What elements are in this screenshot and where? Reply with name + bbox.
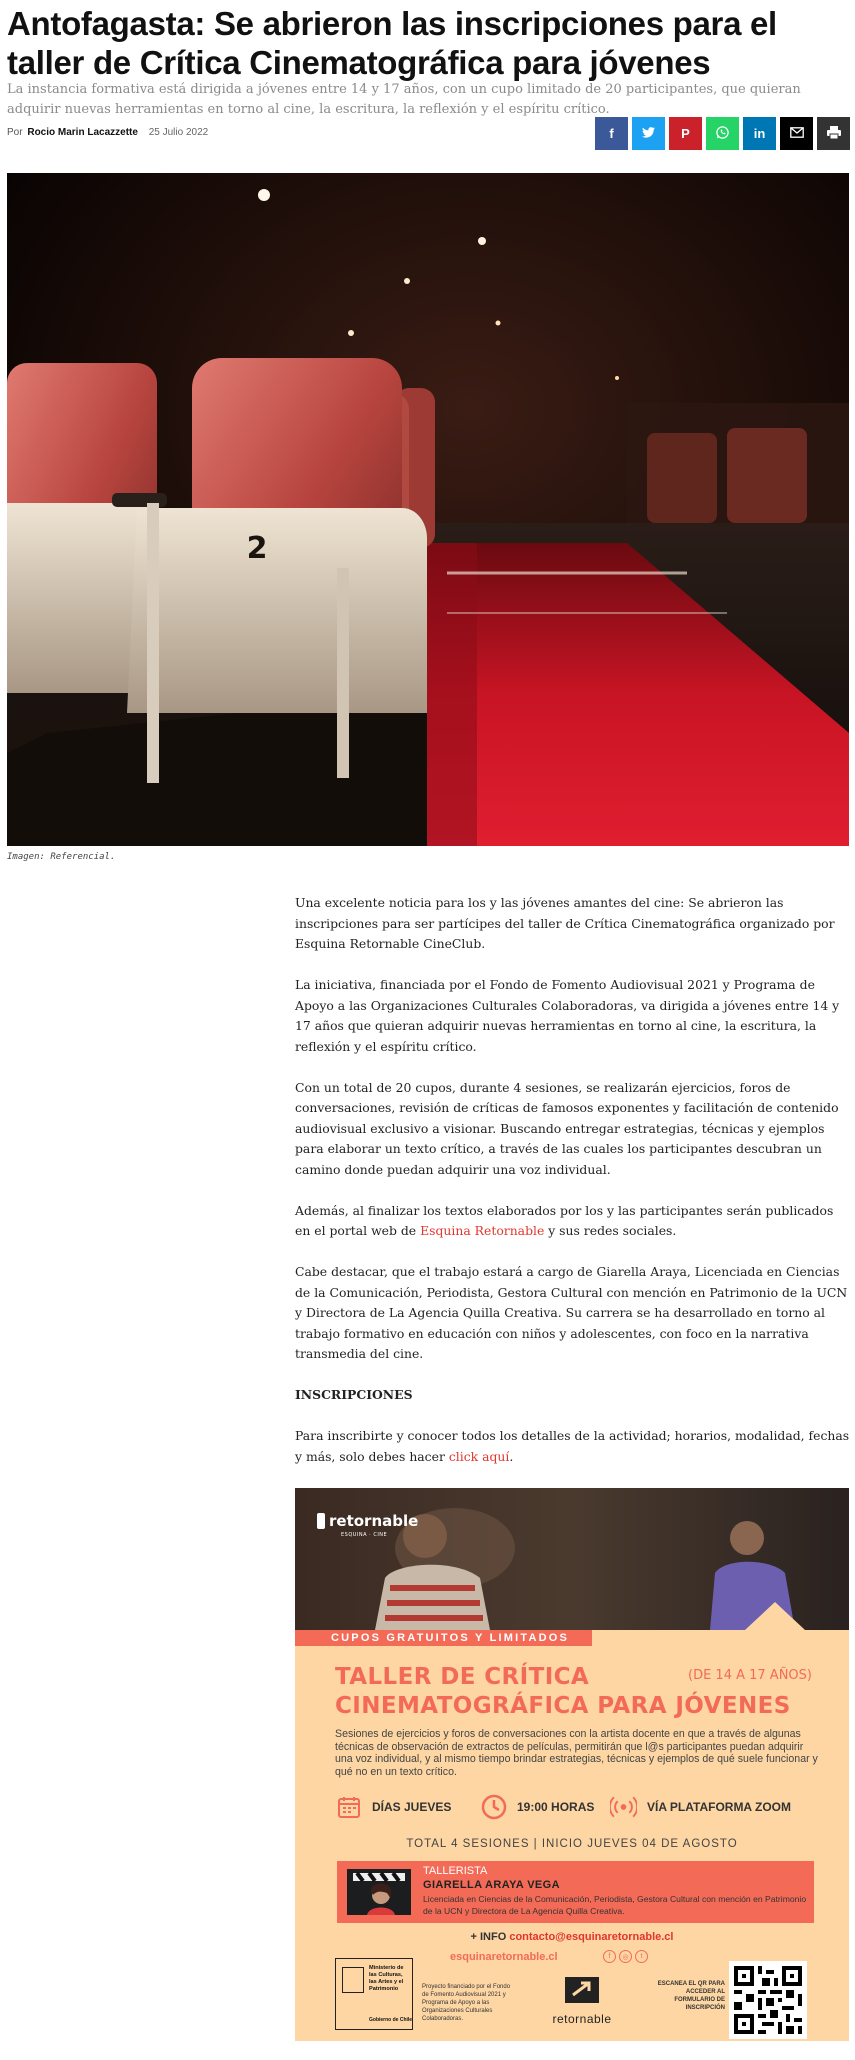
seat-number: 2 [246,531,268,566]
poster-logo: retornable ESQUINA · CINE [317,1512,418,1530]
envelope-icon [790,126,804,141]
paragraph: Para inscribirte y conocer todos los detalles de la actividad; horarios, modalidad, fechas y más, solo debes hacer click aquí. [295,1428,850,1464]
bottle-icon [317,1513,325,1529]
instructor-card [337,1861,814,1923]
retornable-arrow-icon [563,1975,601,2005]
retornable-brand-logo: retornable [537,1975,627,2026]
whatsapp-share-button[interactable] [706,117,739,150]
paragraph: La iniciativa, financiada por el Fondo de Fomento Audiovisual 2021 y Programa de Apoyo a las Organizaciones Culturales Colaboradoras, va dirigida a jóvenes entre 14 y 17 años que quieran adquirir nuevas herramientas en torno al cine, la escritura, la reflexión y el espíritu crítico. [295,977,840,1054]
ministry-logo: Ministerio de las Culturas, las Artes y el Patrimonio Gobierno de Chile [335,1958,413,2030]
facebook-share-button[interactable] [595,117,628,150]
funding-note: Proyecto financiado por el Fondo de Fomento Audiovisual 2021 y Programa de Apoyo a las Organizaciones Culturales Colaboradoras. [422,1984,511,2022]
byline [7,127,208,138]
broadcast-icon [610,1793,637,1820]
instagram-icon: ◎ [619,1950,632,1963]
calendar-icon [335,1793,362,1820]
workshop-poster [295,1488,849,2041]
poster-photo [295,1488,849,1630]
poster-title: TALLER DE CRÍTICA CINEMATOGRÁFICA PARA JÓVENES [335,1664,791,1719]
poster-description: Sesiones de ejercicios y foros de conversaciones con la artista docente en que a través de algunas técnicas de observación de extractos de películas, permitirán que l@s participantes puedan adquirir una voz individual, y al mismo tiempo brindar estrategias, técnicas y ejemplos de qué suele funcionar y qué no en un texto crítico. [335,1728,818,1778]
time-info: 19:00 HORAS [480,1793,594,1820]
poster-socials [603,1950,648,1963]
facebook-icon: f [609,126,614,141]
share-bar [595,117,850,150]
contact-email: contacto@esquinaretornable.cl [509,1931,674,1943]
byline-prefix: Por [7,127,23,138]
printer-icon [827,126,841,142]
registration-qr-code[interactable] [729,1961,807,2039]
paragraph: Una excelente noticia para los y las jóvenes amantes del cine: Se abrieron las inscripciones para ser partícipes del taller de Crítica Cinematográfica organizado por Esquina Retornable CineClub. [295,895,835,951]
paragraph: Además, al finalizar los textos elaborados por los y las participantes serán publicados en el portal web de Esquina Retornable y sus redes sociales. [295,1202,834,1238]
twitter-share-button[interactable] [632,117,665,150]
linkedin-share-button[interactable] [743,117,776,150]
free-spots-banner: CUPOS GRATUITOS Y LIMITADOS [295,1630,592,1646]
paragraph: Cabe destacar, que el trabajo estará a cargo de Giarella Araya, Licenciada en Ciencias de la Comunicación, Periodista, Gestora Cultural con mención en Patrimonio de la UCN y Directora de La Agencia Quilla Creativa. Su carrera se ha desarrollado en torno al trabajo formativo en educación con niños y adolescentes, con foco en la narrativa transmedia del cine. [295,1264,848,1361]
pinterest-icon: P [681,126,690,141]
author-link[interactable]: Rocio Marin Lacazzette [27,127,138,138]
article-body [295,893,850,1488]
publish-date: 25 Julio 2022 [148,127,209,138]
article-subtitle: La instancia formativa está dirigida a jóvenes entre 14 y 17 años, con un cupo limitado de 20 participantes, que quieran adquirir nuevas herramientas en torno al cine, la escritura, la reflexión y el espíritu crítico. [7,82,801,117]
facebook-icon: f [603,1950,616,1963]
sessions-info: TOTAL 4 SESIONES | INICIO JUEVES 04 DE AGOSTO [406,1838,738,1850]
instructor-bio: Licenciada en Ciencias de la Comunicación, Periodista, Gestora Cultural con mención en Patrimonio de la UCN y Directora de La Agencia Quilla Creativa. [423,1894,807,1916]
contact-info: + INFO contacto@esquinaretornable.cl [470,1931,674,1943]
print-button[interactable] [817,117,850,150]
qr-instructions: ESCANEA EL QR PARA ACCEDER AL FORMULARIO DE INSCRIPCIÓN [657,1981,725,2011]
day-info: DÍAS JUEVES [335,1793,451,1820]
pinterest-share-button[interactable] [669,117,702,150]
featured-image [7,173,849,846]
chile-crest-icon [342,1967,364,1993]
whatsapp-icon [715,125,730,143]
twitter-icon: t [635,1950,648,1963]
poster-website: esquinaretornable.cl [450,1951,558,1963]
section-heading: INSCRIPCIONES [295,1387,413,1402]
platform-info: VÍA PLATAFORMA ZOOM [610,1793,791,1820]
instructor-label: TALLERISTA [423,1865,488,1877]
image-caption: Imagen: Referencial. [7,852,116,862]
article-title: Antofagasta: Se abrieron las inscripciones para el taller de Crítica Cinematográfica para jóvenes [7,5,777,81]
clock-icon [480,1793,507,1820]
registration-link[interactable]: click aquí [448,1448,510,1464]
cinema-seats-photo [7,173,849,846]
esquina-retornable-link[interactable]: Esquina Retornable [420,1223,545,1238]
age-range: (DE 14 A 17 AÑOS) [688,1668,812,1683]
instructor-name: GIARELLA ARAYA VEGA [423,1879,560,1891]
twitter-icon [642,126,655,141]
instructor-photo [347,1869,411,1915]
linkedin-icon: in [753,126,766,141]
email-share-button[interactable] [780,117,813,150]
paragraph: Con un total de 20 cupos, durante 4 sesiones, se realizarán ejercicios, foros de conversaciones, revisión de críticas de famosos exponentes y facilitación de contenido audiovisual exclusivo a visionar. Buscando entregar estrategias, técnicas y ejemplos para elaborar un texto crítico, a través de las cuales los participantes descubran un camino donde puedan adquirir una voz individual. [295,1079,839,1177]
